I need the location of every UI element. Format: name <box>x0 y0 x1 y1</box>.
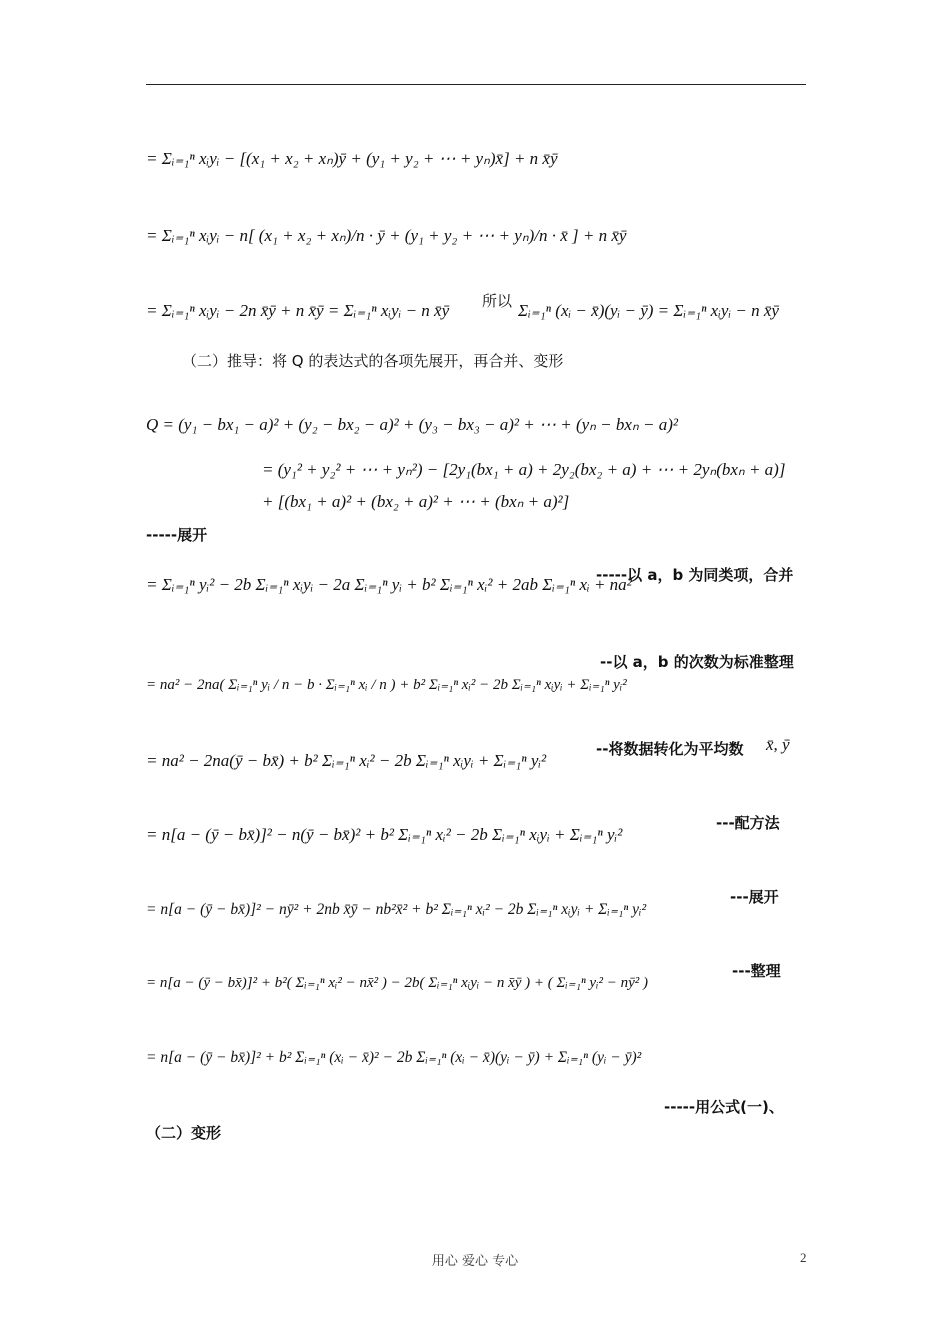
mean-vars: x̄, ȳ <box>766 735 790 754</box>
note-mean: --将数据转化为平均数 <box>596 740 744 758</box>
equation-final: = n[a − (ȳ − bx̄)]² + b² Σᵢ₌₁ⁿ (xᵢ − x̄)² − 2b Σᵢ₌₁ⁿ (xᵢ − x̄)(yᵢ − ȳ) + Σᵢ₌₁ⁿ (yᵢ − ȳ)² <box>146 1049 642 1066</box>
page-number: 2 <box>800 1250 807 1265</box>
equation-tidy: = n[a − (ȳ − bx̄)]² + b²( Σᵢ₌₁ⁿ xᵢ² − nx̄² ) − 2b( Σᵢ₌₁ⁿ xᵢyᵢ − n x̄ȳ ) + ( Σᵢ₌₁ⁿ yᵢ² − nȳ² ) <box>146 975 648 991</box>
equation-1: = Σᵢ₌₁ⁿ xᵢyᵢ − [(x₁ + x₂ + xₙ)ȳ + (y₁ + y₂ + ⋯ + yₙ)x̄] + n x̄ȳ <box>146 149 558 168</box>
note-tidy: ---整理 <box>732 962 781 980</box>
text-so: 所以 <box>482 292 513 310</box>
equation-2: = Σᵢ₌₁ⁿ xᵢyᵢ − n[ (x₁ + x₂ + xₙ)/n · ȳ + (y₁ + y₂ + ⋯ + yₙ)/n · x̄ ] + n x̄ȳ <box>146 226 627 245</box>
equation-mean: = na² − 2na(ȳ − bx̄) + b² Σᵢ₌₁ⁿ xᵢ² − 2b Σᵢ₌₁ⁿ xᵢyᵢ + Σᵢ₌₁ⁿ yᵢ² <box>146 751 547 770</box>
note-square: ---配方法 <box>716 814 780 832</box>
note-expand-2: ---展开 <box>730 888 779 906</box>
equation-4: Σᵢ₌₁ⁿ (xᵢ − x̄)(yᵢ − ȳ) = Σᵢ₌₁ⁿ xᵢyᵢ − n x̄ȳ <box>518 301 779 320</box>
equation-square: = n[a − (ȳ − bx̄)]² − n(ȳ − bx̄)² + b² Σᵢ₌₁ⁿ xᵢ² − 2b Σᵢ₌₁ⁿ xᵢyᵢ + Σᵢ₌₁ⁿ yᵢ² <box>146 825 623 844</box>
equation-3: = Σᵢ₌₁ⁿ xᵢyᵢ − 2n x̄ȳ + n x̄ȳ = Σᵢ₌₁ⁿ xᵢyᵢ − n x̄ȳ <box>146 301 450 320</box>
equation-expand-2: + [(bx₁ + a)² + (bx₂ + a)² + ⋯ + (bxₙ + a)²] <box>262 492 570 511</box>
footer-motto: 用心 爱心 专心 <box>431 1254 519 1269</box>
note-expand: -----展开 <box>146 526 208 544</box>
header-rule <box>146 84 806 85</box>
equation-combine: = Σᵢ₌₁ⁿ yᵢ² − 2b Σᵢ₌₁ⁿ xᵢyᵢ − 2a Σᵢ₌₁ⁿ yᵢ + b² Σᵢ₌₁ⁿ xᵢ² + 2ab Σᵢ₌₁ⁿ xᵢ + na² <box>146 575 632 594</box>
note-order: --以 a，b 的次数为标准整理 <box>600 653 794 671</box>
equation-expand-1: = (y₁² + y₂² + ⋯ + yₙ²) − [2y₁(bx₁ + a) + 2y₂(bx₂ + a) + ⋯ + 2yₙ(bxₙ + a)] <box>262 460 786 479</box>
note-use-formula: -----用公式(一)、 <box>664 1098 784 1116</box>
equation-q: Q = (y₁ − bx₁ − a)² + (y₂ − bx₂ − a)² + (y₃ − bx₃ − a)² + ⋯ + (yₙ − bxₙ − a)² <box>146 415 678 434</box>
note-use-formula-2: （二）变形 <box>146 1124 222 1142</box>
equation-order: = na² − 2na( Σᵢ₌₁ⁿ yᵢ / n − b · Σᵢ₌₁ⁿ xᵢ / n ) + b² Σᵢ₌₁ⁿ xᵢ² − 2b Σᵢ₌₁ⁿ xᵢyᵢ + Σᵢ₌₁ⁿ yᵢ² <box>146 677 627 693</box>
note-combine: -----以 a，b 为同类项，合并 <box>596 566 794 584</box>
derivation-heading: （二）推导：将 Q 的表达式的各项先展开，再合并、变形 <box>182 352 564 370</box>
equation-expand-3: = n[a − (ȳ − bx̄)]² − nȳ² + 2nb x̄ȳ − nb²x̄² + b² Σᵢ₌₁ⁿ xᵢ² − 2b Σᵢ₌₁ⁿ xᵢyᵢ + Σᵢ₌₁ⁿ yᵢ² <box>146 901 647 918</box>
